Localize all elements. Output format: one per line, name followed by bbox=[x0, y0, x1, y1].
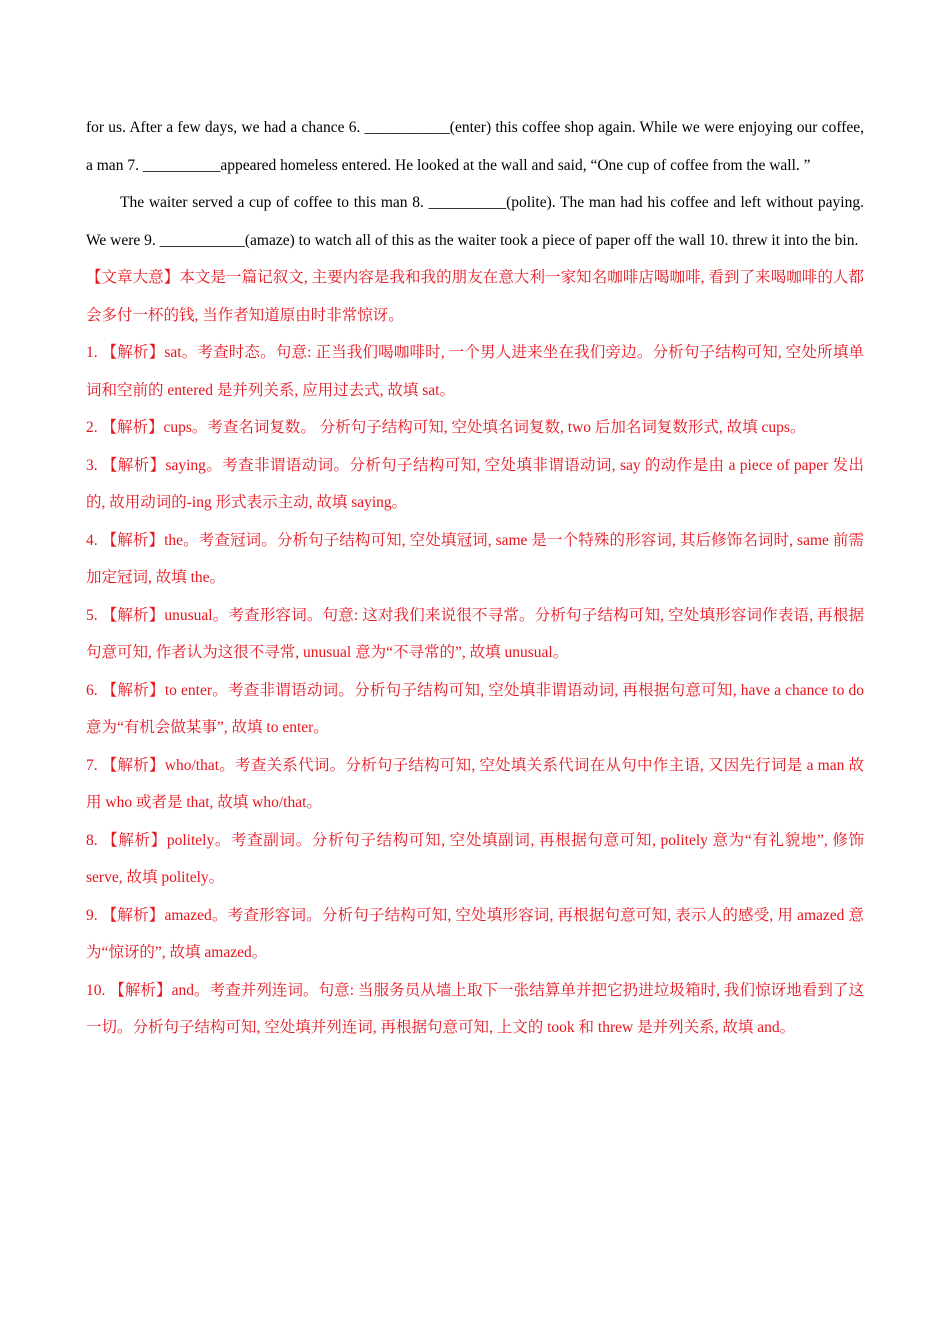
passage-paragraph-1: for us. After a few days, we had a chance 6. ___________(enter) this coffee shop again. While we were enjoying our coffee, a man 7. __________appeared homeless entered. He looked at the wall and said, “One cup of coffee from the wall. ” bbox=[86, 119, 864, 174]
answer-item-4: 4. 【解析】the。考查冠词。分析句子结构可知, 空处填冠词, same 是一个特殊的形容词, 其后修饰名词时, same 前需加定冠词, 故填 the。 bbox=[86, 531, 864, 586]
answer-item-5: 5. 【解析】unusual。考查形容词。句意: 这对我们来说很不寻常。分析句子结构可知, 空处填形容词作表语, 再根据句意可知, 作者认为这很不寻常, unusual 意为“不寻常的”, 故填 unusual。 bbox=[86, 606, 864, 661]
passage-paragraph-2: The waiter served a cup of coffee to this man 8. __________(polite). The man had his coffee and left without paying. We were 9. ___________(amaze) to watch all of this as the waiter took a piece of paper off the wall 10. threw it into the bin. bbox=[86, 194, 864, 249]
article-summary: 【文章大意】本文是一篇记叙文, 主要内容是我和我的朋友在意大利一家知名咖啡店喝咖啡, 看到了来喝咖啡的人都会多付一杯的钱, 当作者知道原由时非常惊讶。 bbox=[86, 269, 864, 324]
answer-item-10: 10. 【解析】and。考查并列连词。句意: 当服务员从墙上取下一张结算单并把它扔进垃圾箱时, 我们惊讶地看到了这一切。分析句子结构可知, 空处填并列连词, 再根据句意可知, 上文的 took 和 threw 是并列关系, 故填 and。 bbox=[86, 981, 864, 1036]
document-content bbox=[86, 109, 864, 1047]
answer-item-1: 1. 【解析】sat。考查时态。句意: 正当我们喝咖啡时, 一个男人进来坐在我们旁边。分析句子结构可知, 空处所填单词和空前的 entered 是并列关系, 应用过去式, 故填 sat。 bbox=[86, 344, 864, 399]
answer-item-2: 2. 【解析】cups。考查名词复数。 分析句子结构可知, 空处填名词复数, two 后加名词复数形式, 故填 cups。 bbox=[86, 419, 806, 436]
answer-item-6: 6. 【解析】to enter。考查非谓语动词。分析句子结构可知, 空处填非谓语动词, 再根据句意可知, have a chance to do 意为“有机会做某事”, 故填 to enter。 bbox=[86, 681, 864, 736]
answer-item-3: 3. 【解析】saying。考查非谓语动词。分析句子结构可知, 空处填非谓语动词, say 的动作是由 a piece of paper 发出的, 故用动词的-ing 形式表示主动, 故填 saying。 bbox=[86, 456, 864, 511]
answer-item-8: 8. 【解析】politely。考查副词。分析句子结构可知, 空处填副词, 再根据句意可知, politely 意为“有礼貌地”, 修饰 serve, 故填 politely。 bbox=[86, 831, 864, 886]
answer-item-9: 9. 【解析】amazed。考查形容词。分析句子结构可知, 空处填形容词, 再根据句意可知, 表示人的感受, 用 amazed 意为“惊讶的”, 故填 amazed。 bbox=[86, 906, 864, 961]
answer-item-7: 7. 【解析】who/that。考查关系代词。分析句子结构可知, 空处填关系代词在从句中作主语, 又因先行词是 a man 故用 who 或者是 that, 故填 who/that。 bbox=[86, 756, 864, 811]
